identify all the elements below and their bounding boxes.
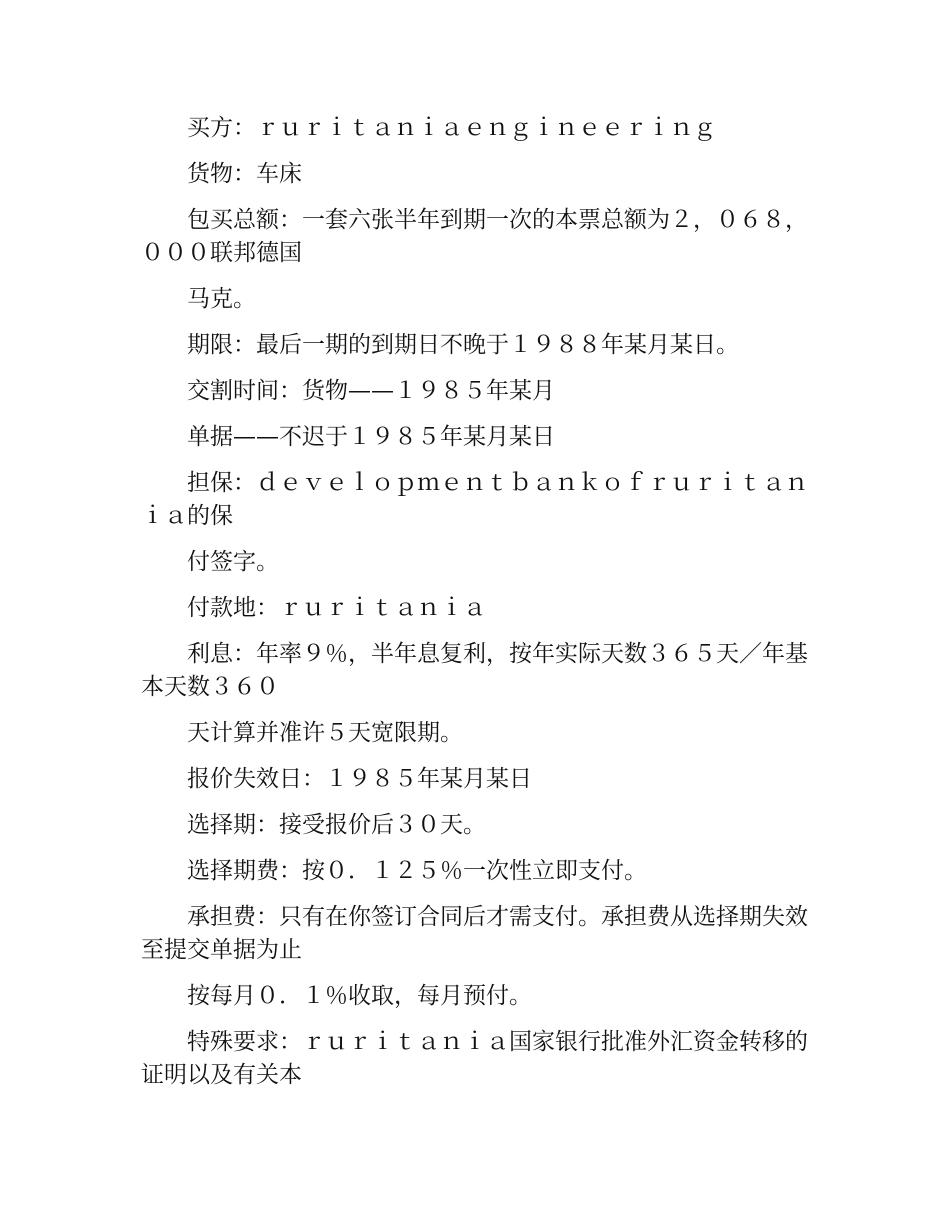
- paragraph-special-requirements: 特殊要求：ｒｕｒｉｔａｎｉａ国家银行批准外汇资金转移的证明以及有关本: [141, 1029, 808, 1088]
- paragraph-term: 期限：最后一期的到期日不晚于１９８８年某月某日。: [187, 332, 739, 358]
- paragraph-quote-expiry: 报价失效日：１９８５年某月某日: [187, 766, 532, 792]
- paragraph-guarantee: 担保：ｄｅｖｅｌｏｐｍｅｎｔｂａｎｋｏｆｒｕｒｉｔａｎｉａ的保: [141, 470, 808, 529]
- paragraph-place-of-payment: 付款地：ｒｕｒｉｔａｎｉａ: [187, 595, 486, 621]
- paragraph-forfaiting-amount: 包买总额：一套六张半年到期一次的本票总额为２，０６８，０００联邦德国: [141, 207, 808, 266]
- paragraph-commitment-fee-rate: 按每月０．１％收取，每月预付。: [187, 983, 532, 1009]
- paragraph-guarantee-signature: 付签字。: [187, 549, 279, 575]
- document-body: [141, 112, 811, 1105]
- paragraph-option-fee: 选择期费：按０．１２５％一次性立即支付。: [187, 858, 647, 884]
- paragraph-documents-deadline: 单据——不迟于１９８５年某月某日: [187, 424, 555, 450]
- paragraph-buyer: 买方：ｒｕｒｉｔａｎｉａｅｎｇｉｎｅｅｒｉｎｇ: [187, 115, 716, 141]
- paragraph-interest: 利息：年率９％，半年息复利，按年实际天数３６５天／年基本天数３６０: [141, 641, 808, 700]
- paragraph-goods: 货物：车床: [187, 161, 302, 187]
- paragraph-option-period: 选择期：接受报价后３０天。: [187, 812, 486, 838]
- paragraph-commitment-fee: 承担费：只有在你签订合同后才需支付。承担费从选择期失效至提交单据为止: [141, 904, 808, 963]
- paragraph-grace-period: 天计算并准许５天宽限期。: [187, 720, 463, 746]
- paragraph-delivery-time: 交割时间：货物——１９８５年某月: [187, 378, 555, 404]
- paragraph-currency-unit: 马克。: [187, 286, 256, 312]
